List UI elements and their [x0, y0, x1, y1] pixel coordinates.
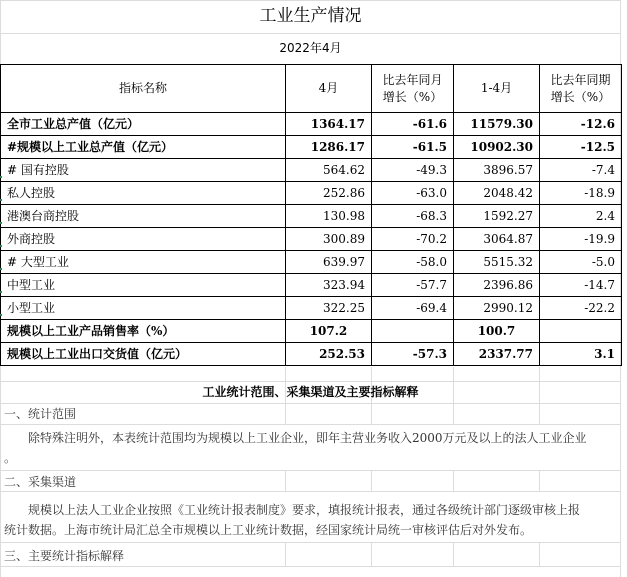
header-ytd-growth — [540, 65, 622, 113]
table-row — [1, 159, 622, 182]
table-row — [1, 228, 622, 251]
row-ytd-growth: -14.7 — [540, 274, 622, 297]
row-month-growth: -58.0 — [372, 251, 454, 274]
row-month: 300.89 — [286, 228, 372, 251]
header-month-growth-line2: 增长（%） — [382, 89, 443, 104]
cell-marker — [0, 245, 2, 247]
row-month: 107.2 — [286, 320, 372, 343]
gridline — [0, 33, 621, 34]
table-row — [1, 274, 622, 297]
section2-text-line1: 规模以上法人工业企业按照《工业统计报表制度》要求，填报统计报表，通过各级统计部门逐级审核上报 — [28, 503, 581, 517]
table-row — [1, 205, 622, 228]
section1-text-line2: 。 — [4, 451, 17, 465]
section3-title: 三、主要统计指标解释 — [4, 549, 125, 563]
row-month-growth: -68.3 — [372, 205, 454, 228]
cell-marker — [0, 291, 2, 293]
table-row — [1, 297, 622, 320]
table-row — [1, 182, 622, 205]
gridline — [0, 491, 621, 492]
row-ytd: 1592.27 — [454, 205, 540, 228]
row-month-growth: -49.3 — [372, 159, 454, 182]
gridline — [0, 542, 621, 543]
section2-title: 二、采集渠道 — [4, 475, 77, 489]
row-month: 564.62 — [286, 159, 372, 182]
header-month: 4月 — [286, 65, 372, 113]
row-month-growth — [372, 320, 454, 343]
row-month: 130.98 — [286, 205, 372, 228]
row-name: # 大型工业 — [1, 251, 286, 274]
row-ytd-growth — [540, 320, 622, 343]
section1-title: 一、统计范围 — [4, 407, 77, 421]
row-ytd: 2048.42 — [454, 182, 540, 205]
row-name: 港澳台商控股 — [1, 205, 286, 228]
table-header-row — [1, 65, 622, 113]
header-month-growth — [372, 65, 454, 113]
row-ytd-growth: 2.4 — [540, 205, 622, 228]
table-row — [1, 343, 622, 366]
gridline — [453, 403, 454, 424]
header-month-growth-line1: 比去年同月 — [382, 72, 443, 87]
gridline — [285, 542, 286, 566]
industry-table — [0, 64, 622, 366]
row-ytd: 2396.86 — [454, 274, 540, 297]
row-month-growth: -69.4 — [372, 297, 454, 320]
row-ytd-growth: 3.1 — [540, 343, 622, 366]
row-month: 1364.17 — [286, 113, 372, 136]
gridline — [453, 470, 454, 491]
gridline — [0, 470, 621, 471]
gridline — [0, 566, 621, 567]
cell-marker — [0, 176, 2, 178]
gridline — [285, 403, 286, 424]
row-ytd: 100.7 — [454, 320, 540, 343]
row-name: #规模以上工业总产值（亿元） — [1, 136, 286, 159]
section1-text-line1: 除特殊注明外，本表统计范围均为规模以上工业企业，即年主营业务收入2000万元及以上的法人工业企业 — [28, 431, 587, 445]
header-ytd-growth-line2: 增长（%） — [550, 89, 611, 104]
cell-marker — [0, 222, 2, 224]
row-month-growth: -57.3 — [372, 343, 454, 366]
gridline — [453, 542, 454, 566]
row-month: 252.86 — [286, 182, 372, 205]
report-title: 工业生产情况 — [259, 6, 362, 26]
gridline — [539, 403, 540, 424]
gridline — [0, 424, 621, 425]
header-indicator: 指标名称 — [1, 65, 286, 113]
row-name: 规模以上工业产品销售率（%） — [1, 320, 286, 343]
row-ytd: 2337.77 — [454, 343, 540, 366]
gridline — [285, 470, 286, 491]
table-row — [1, 320, 622, 343]
row-month: 639.97 — [286, 251, 372, 274]
row-ytd: 5515.32 — [454, 251, 540, 274]
gridline — [0, 403, 621, 404]
row-month: 1286.17 — [286, 136, 372, 159]
row-month-growth: -63.0 — [372, 182, 454, 205]
row-ytd-growth: -19.9 — [540, 228, 622, 251]
report-date: 2022年4月 — [279, 41, 342, 55]
row-ytd-growth: -5.0 — [540, 251, 622, 274]
row-month-growth: -61.6 — [372, 113, 454, 136]
cell-marker — [0, 314, 2, 316]
row-month: 323.94 — [286, 274, 372, 297]
gridline — [371, 542, 372, 566]
table-row — [1, 113, 622, 136]
row-ytd-growth: -22.2 — [540, 297, 622, 320]
row-ytd-growth: -12.5 — [540, 136, 622, 159]
row-ytd: 3064.87 — [454, 228, 540, 251]
gridline — [539, 542, 540, 566]
notes-title: 工业统计范围、采集渠道及主要指标解释 — [202, 385, 419, 399]
gridline — [371, 403, 372, 424]
section1-text — [4, 428, 616, 468]
row-ytd-growth: -18.9 — [540, 182, 622, 205]
row-ytd-growth: -12.6 — [540, 113, 622, 136]
header-ytd-growth-line1: 比去年同期 — [550, 72, 611, 87]
row-name: 私人控股 — [1, 182, 286, 205]
row-ytd: 10902.30 — [454, 136, 540, 159]
row-ytd: 3896.57 — [454, 159, 540, 182]
row-name: # 国有控股 — [1, 159, 286, 182]
row-ytd-growth: -7.4 — [540, 159, 622, 182]
row-name: 全市工业总产值（亿元） — [1, 113, 286, 136]
gridline — [371, 470, 372, 491]
row-month-growth: -70.2 — [372, 228, 454, 251]
cell-marker — [0, 268, 2, 270]
gridline — [539, 470, 540, 491]
row-name: 中型工业 — [1, 274, 286, 297]
row-name: 小型工业 — [1, 297, 286, 320]
row-month: 252.53 — [286, 343, 372, 366]
section2-text-line2: 统计数据。上海市统计局汇总全市规模以上工业统计数据，经国家统计局统一审核评估后对外发布。 — [4, 523, 533, 537]
table-row — [1, 251, 622, 274]
row-name: 外商控股 — [1, 228, 286, 251]
row-ytd: 2990.12 — [454, 297, 540, 320]
header-ytd: 1-4月 — [454, 65, 540, 113]
row-month: 322.25 — [286, 297, 372, 320]
gridline — [0, 0, 621, 1]
row-month-growth: -57.7 — [372, 274, 454, 297]
cell-marker — [0, 199, 2, 201]
row-name: 规模以上工业出口交货值（亿元） — [1, 343, 286, 366]
section2-text — [4, 500, 616, 540]
table-row — [1, 136, 622, 159]
row-month-growth: -61.5 — [372, 136, 454, 159]
row-ytd: 11579.30 — [454, 113, 540, 136]
